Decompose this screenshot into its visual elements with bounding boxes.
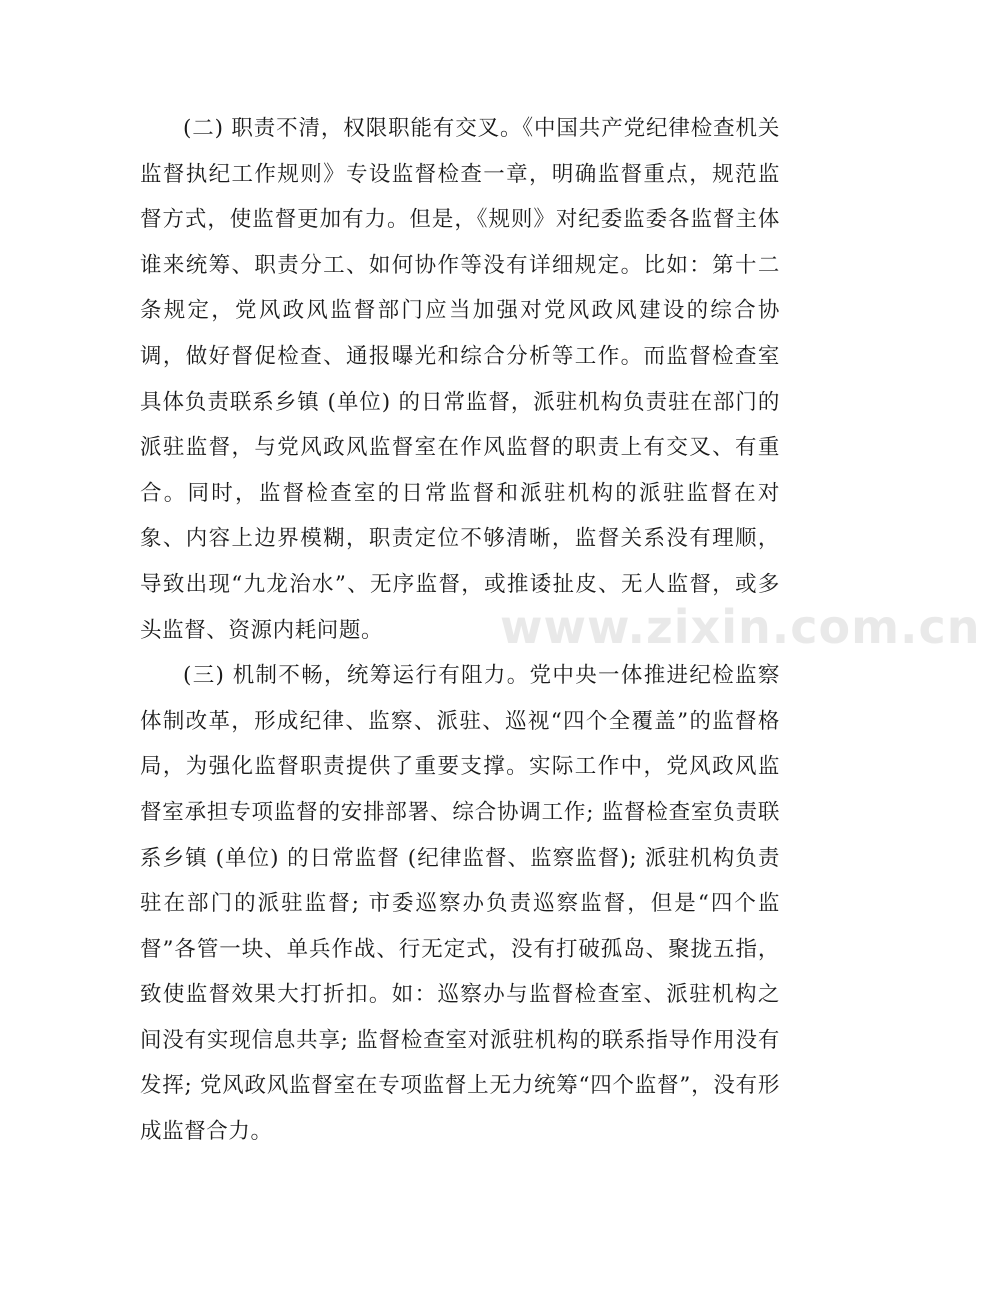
paragraph-mechanism-obstruction: (三) 机制不畅，统筹运行有阻力。党中央一体推进纪检监察体制改革，形成纪律、监察、派驻、巡视“四个全覆盖”的监督格局，为强化监督职责提供了重要支撑。实际工作中，党风政风监督室承担专项监督的安排部署、综合协调工作; 监督检查室负责联系乡镇 (单位) 的日常监督 (纪律监督、监察监督); 派驻机构负责驻在部门的派驻监督; 市委巡察办负责巡察监督，但是“四个监督”各管一块、单兵作战、行无定式，没有打破孤岛、聚拢五指，致使监督效果大打折扣。如：巡察办与监督检查室、派驻机构之间没有实现信息共享; 监督检查室对派驻机构的联系指导作用没有发挥; 党风政风监督室在专项监督上无力统筹“四个监督”，没有形成监督合力。 — [140, 663, 780, 1145]
paragraph-responsibility-overlap: (二) 职责不清，权限职能有交叉。《中国共产党纪律检查机关监督执纪工作规则》专设监督检查一章，明确监督重点，规范监督方式，使监督更加有力。但是，《规则》对纪委监委各监督主体谁来统筹、职责分工、如何协作等没有详细规定。比如：第十二条规定，党风政风监督部门应当加强对党风政风建设的综合协调，做好督促检查、通报曝光和综合分析等工作。而监督检查室具体负责联系乡镇 (单位) 的日常监督，派驻机构负责驻在部门的派驻监督，与党风政风监督室在作风监督的职责上有交叉、有重合。同时，监督检查室的日常监督和派驻机构的派驻监督在对象、内容上边界模糊，职责定位不够清晰，监督关系没有理顺，导致出现“九龙治水”、无序监督，或推诿扯皮、无人监督，或多头监督、资源内耗问题。 — [140, 116, 780, 643]
watermark: www.zixin.com.cn — [500, 600, 981, 654]
document-body — [140, 106, 780, 1155]
